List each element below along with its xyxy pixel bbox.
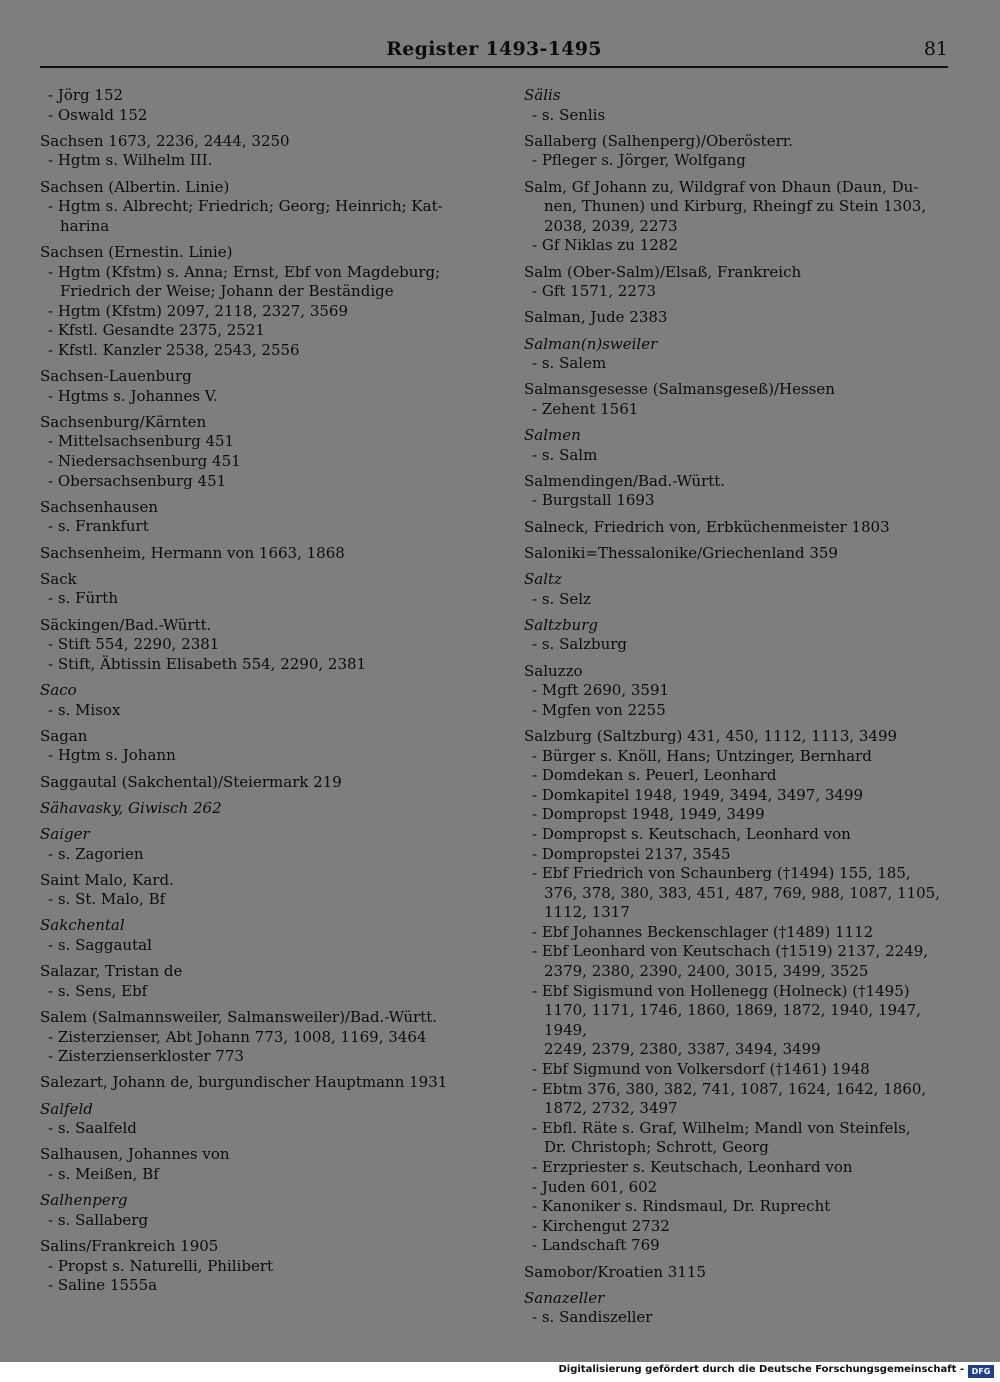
- entry-heading: Sälis: [524, 86, 561, 104]
- entry-subline: - Mittelsachsenburg 451: [48, 432, 235, 451]
- entry-heading: Salem (Salmannsweiler, Salmansweiler)/Bad.-Württ.: [40, 1008, 438, 1027]
- entry-subline: - Bürger s. Knöll, Hans; Untzinger, Bernhard: [532, 746, 872, 765]
- entry-subline: 1170, 1171, 1746, 1860, 1869, 1872, 1940, 1947, 1949,: [544, 1001, 921, 1039]
- header-rule: [40, 66, 948, 68]
- entry-subline: - Hgtm s. Wilhelm III.: [48, 151, 213, 170]
- index-entry: [40, 1008, 470, 1067]
- entry-heading: Salazar, Tristan de: [40, 962, 183, 981]
- entry-heading: Salzburg (Saltzburg) 431, 450, 1112, 1113, 3499: [524, 726, 898, 745]
- index-entry: [524, 426, 948, 465]
- entry-subline: - Ebfl. Räte s. Graf, Wilhelm; Mandl von Steinfels,: [532, 1118, 911, 1137]
- entry-subline: - Ebtm 376, 380, 382, 741, 1087, 1624, 1642, 1860,: [532, 1079, 927, 1098]
- entry-heading: Saiger: [40, 824, 90, 843]
- entry-subline: - Stift 554, 2290, 2381: [48, 635, 220, 654]
- entry-heading: Salezart, Johann de, burgundischer Hauptmann 1931: [40, 1073, 448, 1092]
- index-entry: [40, 132, 470, 171]
- entry-heading: Sack: [40, 569, 77, 588]
- index-entry: [40, 367, 470, 406]
- index-entry: [524, 616, 948, 655]
- entry-heading: Salmansgesesse (Salmansgeseß)/Hessen: [524, 380, 835, 399]
- entry-heading: Saggautal (Sakchental)/Steiermark 219: [40, 772, 342, 791]
- entry-subline: - s. Zagorien: [48, 844, 144, 863]
- entry-subline: - Dompropst s. Keutschach, Leonhard von: [532, 824, 851, 843]
- page-title: Register 1493-1495: [386, 38, 602, 60]
- index-entry: [40, 871, 470, 910]
- entry-subline: - Dompropst 1948, 1949, 3499: [532, 805, 765, 824]
- entry-subline: - s. Saalfeld: [48, 1119, 137, 1138]
- entry-heading: Salins/Frankreich 1905: [40, 1236, 219, 1255]
- entry-subline: - s. Salem: [532, 354, 607, 373]
- entry-subline: harina: [60, 216, 110, 235]
- index-entry: [40, 544, 470, 564]
- entry-heading: Sallaberg (Salhenperg)/Oberösterr.: [524, 131, 794, 150]
- entry-subline: - s. Salm: [532, 445, 598, 464]
- entry-subline: - s. Sandiszeller: [532, 1308, 653, 1327]
- index-entry: [40, 916, 470, 955]
- entry-heading: Saco: [40, 680, 77, 699]
- entry-subline: - Ebf Johannes Beckenschlager (†1489) 1112: [532, 922, 874, 941]
- entry-heading: Saint Malo, Kard.: [40, 870, 174, 889]
- entry-heading: Säckingen/Bad.-Württ.: [40, 615, 212, 634]
- entry-heading: Salm, Gf Johann zu, Wildgraf von Dhaun (Daun, Du-: [524, 177, 919, 196]
- entry-heading: Sachsenburg/Kärnten: [40, 412, 207, 431]
- entry-subline: - Hgtms s. Johannes V.: [48, 386, 218, 405]
- index-entry: [524, 544, 948, 564]
- index-entry: [40, 1237, 470, 1296]
- index-entry: [40, 799, 470, 819]
- entry-subline: - Ebf Sigmund von Volkersdorf (†1461) 1948: [532, 1060, 870, 1079]
- entry-subline: - s. Salzburg: [532, 635, 628, 654]
- index-entry: [40, 86, 470, 125]
- entry-heading: Salmendingen/Bad.-Württ.: [524, 471, 726, 490]
- entry-heading: Salman(n)sweiler: [524, 334, 658, 353]
- entry-subline: 1872, 2732, 3497: [544, 1099, 678, 1118]
- footer-bar: [0, 1362, 1000, 1382]
- entry-subline: - Mgfen von 2255: [532, 700, 666, 719]
- entry-subline: - s. Sens, Ebf: [48, 981, 148, 1000]
- dfg-logo: DFG: [968, 1365, 994, 1378]
- entry-heading: Salfeld: [40, 1099, 93, 1118]
- entry-subline: - s. St. Malo, Bf: [48, 890, 166, 909]
- entry-heading: Sachsen (Albertin. Linie): [40, 177, 230, 196]
- entry-heading: Samobor/Kroatien 3115: [524, 1262, 706, 1281]
- page-number: 81: [923, 38, 948, 60]
- index-entry: [40, 727, 470, 766]
- entry-subline: 2249, 2379, 2380, 3387, 3494, 3499: [544, 1040, 821, 1059]
- entry-subline: - Kanoniker s. Rindsmaul, Dr. Ruprecht: [532, 1197, 831, 1216]
- entry-subline: - Burgstall 1693: [532, 491, 655, 510]
- index-entry: [524, 570, 948, 609]
- entry-subline: - Propst s. Naturelli, Philibert: [48, 1256, 274, 1275]
- index-entry: [524, 380, 948, 419]
- index-entry: [524, 518, 948, 538]
- entry-heading: Salhausen, Johannes von: [40, 1145, 230, 1164]
- index-entry: [40, 1191, 470, 1230]
- entry-subline: - Oswald 152: [48, 105, 148, 124]
- entry-subline: - Zisterzienserkloster 773: [48, 1047, 244, 1066]
- index-entry: [40, 178, 470, 237]
- index-entry: [40, 616, 470, 675]
- entry-subline: - Dompropstei 2137, 3545: [532, 844, 731, 863]
- entry-heading: Saluzzo: [524, 661, 583, 680]
- index-entry: [40, 1073, 470, 1093]
- entry-subline: - s. Selz: [532, 589, 591, 608]
- entry-subline: - Erzpriester s. Keutschach, Leonhard von: [532, 1158, 853, 1176]
- entry-subline: - Kfstl. Gesandte 2375, 2521: [48, 321, 265, 340]
- entry-subline: - Obersachsenburg 451: [48, 471, 227, 490]
- entry-subline: Friedrich der Weise; Johann der Beständige: [60, 282, 394, 301]
- index-entry: [40, 773, 470, 793]
- entry-heading: Saltzburg: [524, 615, 598, 634]
- entry-subline: - Ebf Sigismund von Hollenegg (Holneck) (†1495): [532, 981, 910, 1000]
- entry-heading: Sachsen (Ernestin. Linie): [40, 242, 233, 261]
- entry-subline: - Niedersachsenburg 451: [48, 452, 241, 471]
- entry-heading: Sanazeller: [524, 1288, 605, 1307]
- index-entry: [40, 498, 470, 537]
- entry-subline: - s. Sallaberg: [48, 1210, 149, 1229]
- entry-subline: - Hgtm (Kfstm) 2097, 2118, 2327, 3569: [48, 301, 349, 320]
- index-entry: [524, 727, 948, 1256]
- entry-subline: - Pfleger s. Jörger, Wolfgang: [532, 151, 746, 170]
- index-entry: [40, 413, 470, 491]
- index-entry: [40, 681, 470, 720]
- entry-heading: Sachsen 1673, 2236, 2444, 3250: [40, 131, 290, 150]
- entry-subline: - Stift, Äbtissin Elisabeth 554, 2290, 2381: [48, 654, 367, 673]
- entry-heading: Salhenperg: [40, 1191, 128, 1210]
- entry-subline: 2038, 2039, 2273: [544, 216, 678, 235]
- right-column: [524, 86, 948, 1335]
- index-entry: [524, 132, 948, 171]
- entry-subline: - s. Saggautal: [48, 936, 152, 955]
- entry-heading: Sakchental: [40, 916, 125, 935]
- entry-subline: - Mgft 2690, 3591: [532, 681, 670, 700]
- entry-subline: - Saline 1555a: [48, 1276, 158, 1295]
- entry-subline: - s. Misox: [48, 700, 121, 719]
- index-entry: [40, 243, 470, 361]
- entry-subline: - Domdekan s. Peuerl, Leonhard: [532, 766, 777, 785]
- entry-subline: - Ebf Friedrich von Schaunberg (†1494) 155, 185,: [532, 864, 911, 883]
- index-entry: [524, 1289, 948, 1328]
- entry-subline: - s. Fürth: [48, 589, 118, 608]
- index-entry: [40, 1100, 470, 1139]
- entry-heading: Sachsenheim, Hermann von 1663, 1868: [40, 543, 345, 562]
- entry-heading: Salman, Jude 2383: [524, 308, 668, 327]
- entry-subline: - Domkapitel 1948, 1949, 3494, 3497, 3499: [532, 785, 864, 804]
- entry-heading: Sachsenhausen: [40, 497, 159, 516]
- entry-heading: Saloniki=Thessalonike/Griechenland 359: [524, 543, 838, 562]
- footer-credit: Digitalisierung gefördert durch die Deutsche Forschungsgemeinschaft -: [558, 1364, 964, 1375]
- entry-subline: - Hgtm s. Albrecht; Friedrich; Georg; Heinrich; Kat-: [48, 197, 443, 216]
- index-entry: [524, 86, 948, 125]
- entry-heading: Saltz: [524, 570, 562, 588]
- entry-subline: - s. Meißen, Bf: [48, 1164, 159, 1183]
- index-entry: [40, 1145, 470, 1184]
- entry-subline: - s. Senlis: [532, 105, 606, 124]
- entry-subline: - Gft 1571, 2273: [532, 282, 657, 301]
- entry-subline: - Jörg 152: [48, 86, 124, 104]
- entry-subline: - Juden 601, 602: [532, 1177, 658, 1196]
- left-column: [40, 86, 470, 1302]
- entry-heading: Sähavasky, Giwisch 262: [40, 798, 222, 817]
- entry-subline: 376, 378, 380, 383, 451, 487, 769, 988, 1087, 1105,: [544, 883, 940, 902]
- index-entry: [524, 263, 948, 302]
- index-entry: [40, 570, 470, 609]
- entry-heading: Salmen: [524, 426, 581, 445]
- entry-subline: Dr. Christoph; Schrott, Georg: [544, 1138, 769, 1157]
- index-entry: [524, 308, 948, 328]
- entry-subline: - Zisterzienser, Abt Johann 773, 1008, 1169, 3464: [48, 1027, 427, 1046]
- index-entry: [524, 178, 948, 256]
- index-entry: [40, 962, 470, 1001]
- entry-subline: 2379, 2380, 2390, 2400, 3015, 3499, 3525: [544, 962, 869, 981]
- index-entry: [524, 1263, 948, 1283]
- entry-subline: - s. Frankfurt: [48, 517, 149, 536]
- entry-subline: nen, Thunen) und Kirburg, Rheingf zu Stein 1303,: [544, 197, 927, 216]
- entry-subline: - Hgtm (Kfstm) s. Anna; Ernst, Ebf von Magdeburg;: [48, 262, 441, 281]
- entry-subline: - Gf Niklas zu 1282: [532, 236, 678, 255]
- page-header: [40, 38, 948, 66]
- entry-subline: - Kirchengut 2732: [532, 1216, 670, 1235]
- entry-heading: Sachsen-Lauenburg: [40, 367, 192, 386]
- entry-subline: - Kfstl. Kanzler 2538, 2543, 2556: [48, 340, 300, 359]
- entry-subline: - Zehent 1561: [532, 399, 639, 418]
- entry-subline: - Hgtm s. Johann: [48, 746, 176, 765]
- entry-subline: 1112, 1317: [544, 903, 630, 922]
- entry-heading: Salm (Ober-Salm)/Elsaß, Frankreich: [524, 262, 802, 281]
- index-entry: [40, 825, 470, 864]
- entry-subline: - Ebf Leonhard von Keutschach (†1519) 2137, 2249,: [532, 942, 929, 961]
- entry-heading: Sagan: [40, 726, 88, 745]
- index-entry: [524, 662, 948, 721]
- index-entry: [524, 472, 948, 511]
- entry-subline: - Landschaft 769: [532, 1236, 660, 1255]
- entry-heading: Salneck, Friedrich von, Erbküchenmeister 1803: [524, 517, 890, 536]
- index-entry: [524, 335, 948, 374]
